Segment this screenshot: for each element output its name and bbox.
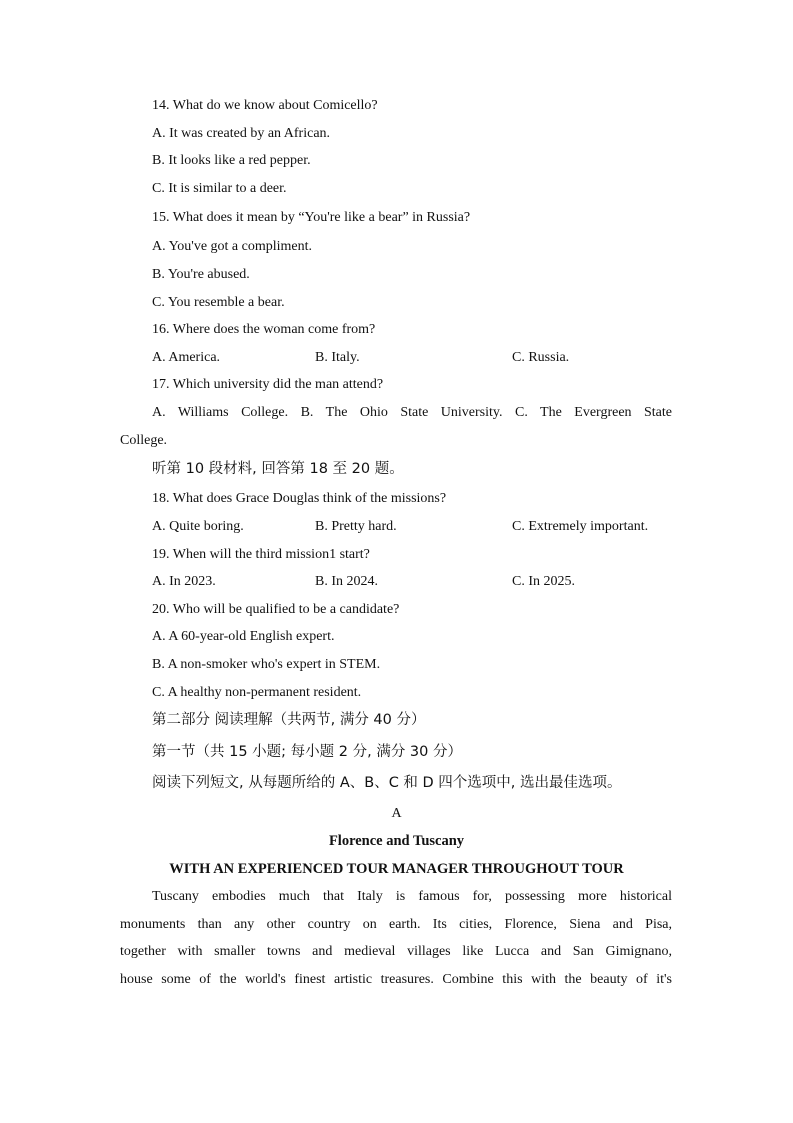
option-a: A. In 2023.	[152, 574, 216, 589]
question-stem: 20. Who will be qualified to be a candidate?	[152, 602, 400, 617]
question-stem: 14. What do we know about Comicello?	[152, 98, 378, 113]
option-a: A. It was created by an African.	[152, 126, 331, 141]
option-c: C. A healthy non-permanent resident.	[152, 685, 362, 700]
passage-letter: A	[391, 806, 402, 821]
option-a: A. A 60-year-old English expert.	[152, 629, 335, 644]
option-a: A. You've got a compliment.	[152, 239, 313, 254]
option-c: C. You resemble a bear.	[152, 295, 285, 310]
passage-subtitle: WITH AN EXPERIENCED TOUR MANAGER THROUGHOUT TOUR	[169, 861, 624, 877]
option-b: B. Italy.	[315, 350, 360, 365]
option-a: A. Quite boring.	[152, 519, 244, 534]
option-b: B. It looks like a red pepper.	[152, 153, 311, 168]
question-stem: 17. Which university did the man attend?	[152, 377, 384, 392]
question-stem: 18. What does Grace Douglas think of the missions?	[152, 491, 447, 506]
section-note: 听第 10 段材料, 回答第 18 至 20 题。	[152, 461, 404, 477]
section1-heading: 第一节（共 15 小题; 每小题 2 分, 满分 30 分）	[152, 744, 462, 760]
option-c: C. Russia.	[512, 350, 570, 365]
passage-line: together with smaller towns and medieval villages like Lucca and San Gimignano,	[120, 944, 672, 959]
option-c: C. It is similar to a deer.	[152, 181, 287, 196]
options-line-continued: College.	[120, 433, 168, 448]
options-row	[152, 573, 672, 591]
question-stem: 16. Where does the woman come from?	[152, 322, 376, 337]
options-line: A. Williams College. B. The Ohio State University. C. The Evergreen State	[152, 405, 672, 420]
passage-line: Tuscany embodies much that Italy is famous for, possessing more historical	[152, 889, 672, 904]
passage-title: Florence and Tuscany	[328, 833, 465, 849]
option-c: C. In 2025.	[512, 574, 575, 589]
part2-heading: 第二部分 阅读理解（共两节, 满分 40 分）	[152, 712, 426, 728]
options-row	[152, 518, 672, 536]
instruction: 阅读下列短文, 从每题所给的 A、B、C 和 D 四个选项中, 选出最佳选项。	[152, 775, 622, 791]
option-b: B. In 2024.	[315, 574, 378, 589]
option-b: B. You're abused.	[152, 267, 250, 282]
passage-line: house some of the world's finest artistic treasures. Combine this with the beauty of it's	[120, 972, 672, 987]
passage-line: monuments than any other country on earth. Its cities, Florence, Siena and Pisa,	[120, 917, 672, 932]
option-b: B. Pretty hard.	[315, 519, 397, 534]
question-stem: 19. When will the third mission1 start?	[152, 547, 370, 562]
option-c: C. Extremely important.	[512, 519, 649, 534]
options-row	[152, 349, 672, 367]
question-stem: 15. What does it mean by “You're like a bear” in Russia?	[152, 210, 471, 225]
option-b: B. A non-smoker who's expert in STEM.	[152, 657, 381, 672]
option-a: A. America.	[152, 350, 221, 365]
